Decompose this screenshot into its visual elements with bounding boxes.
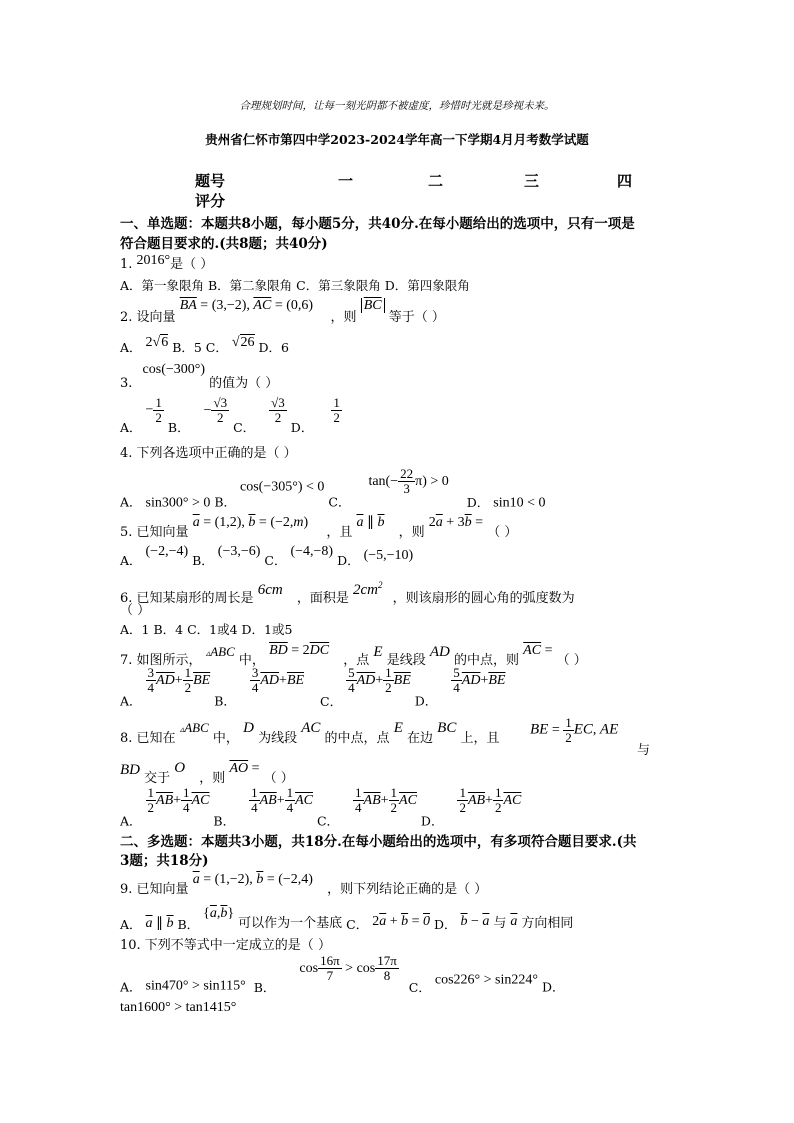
score-col-2: 二 (428, 172, 444, 190)
question-8-line2: BD 交于 O ，则 $\overline{AO}$ = （ ） (120, 760, 294, 786)
score-col-1: 一 (338, 172, 354, 190)
question-10: 10. 下列不等式中一定成立的是（ ） (120, 938, 331, 953)
score-table-score-label: 评分 (195, 192, 226, 210)
section2-heading-line2: 3题；共18分) (120, 853, 209, 869)
question-4: 4. 下列各选项中正确的是（ ） (120, 446, 297, 461)
section2-heading-line1: 二、多选题：本题共3小题，共18分.在每小题给出的选项中，有多项符合题目要求.(共 (120, 834, 637, 850)
question-3-options: A． − $\frac{1}{2}$ B． − $\frac{√3}{2}$ C． $\frac{√3}{2}$ D． $\frac{1}{2}$ (120, 395, 340, 435)
question-7: 7. 如图所示， ▵ABC 中， $\overline{BD} = 2\overline{DC}$ ，点 E 是线段 AD 的中点，则 $\overline{AC}$ = （ ） (120, 643, 587, 668)
question-7-options: A． $\frac{3}{4}$ $\overline{AD}+$ $\frac{1}{2}$ $\overline{BE}$ B． $\frac{3}{4}$ $\overline{AD}+\overline{BE}$ C． $\frac{5}{4}$ $\overline{AD}+$ $\frac{1}{2}$ $\overline{BE}$ D． $\frac{5}{4}$ $\overline{AD}+\overline{BE}$ (120, 665, 506, 709)
question-1: 1. 2016°是（ ） (120, 253, 214, 272)
section1-heading-line2: 符合题目要求的.(共8题；共40分) (120, 236, 328, 252)
score-col-3: 三 (524, 172, 540, 190)
question-8-with: 与 (637, 743, 651, 758)
score-table-question-label: 题号 (195, 172, 226, 190)
question-6: 6. 已知某扇形的周长是 6cm ，面积是 $2cm^2$ ，则该扇形的圆心角的弧度数为 (120, 580, 575, 606)
question-2-options: A． 2√6 B．5 C． √26 D．6 (120, 335, 290, 355)
motto: 合理规划时间，让每一刻光阴都不被虚度，珍惜时光就是珍视未来。 (239, 100, 555, 112)
question-2: 2. 设向量 $\overline{BA} = (3,-2)$, $\overline{AC} = (0,6)$ ，则 $\overline{BC}$ 等于（ ） (120, 298, 445, 325)
question-8: 8. 已知在 ▵ABC 中， D 为线段 AC 的中点，点 E 在边 BC 上，且 (120, 720, 500, 746)
question-8-condition: BE = $\frac{1}{2}$ EC, AE (530, 715, 619, 745)
question-5-options: A． (−2,−4) B． (−3,−6) C． (−4,−8) D． (−5,−10) (120, 544, 414, 568)
section1-heading-line1: 一、单选题：本题共8小题，每小题5分，共40分.在每小题给出的选项中，只有一项是 (120, 216, 635, 232)
question-8-options: A． $\frac{1}{2}$ $\overline{AB}+$ $\frac{1}{4}$ $\overline{AC}$ B． $\frac{1}{4}$ $\overline{AB}+$ $\frac{1}{4}$ $\overline{AC}$ C． $\frac{1}{4}$ $\overline{AB}+$ $\frac{1}{2}$ $\overline{AC}$ D． $\frac{1}{2}$ $\overline{AB}+$ $\frac{1}{2}$ $\overline{AC}$ (120, 785, 522, 829)
question-4-options: A． sin300° > 0 B． cos(−305°) < 0 C． tan(− $\frac{22}{3}$ π) > 0 D． sin10 < 0 (120, 466, 546, 511)
question-5: 5. 已知向量 $\overline{a} = (1,2)$, $\overline{b} = (-2,m)$ ，且 $\overline{a}$ ∥ $\overline{b}$ ，则 $2\overline{a} + 3\overline{b}$ = （ ） (120, 515, 518, 540)
question-9-options: A． $\overline{a}$ ∥ $\overline{b}$ B． $\{\overline{a},\overline{b}\}$ 可以作为一个基底 C． $2\overline{a} + \overline{b} = 0$ D． $\overline{b} - \overline{a}$ 与 $\overline{a}$ 方向相同 (120, 906, 574, 932)
page-title: 贵州省仁怀市第四中学2023-2024学年高一下学期4月月考数学试题 (205, 132, 589, 147)
question-10-option-d: tan1600° > tan1415° (120, 1000, 237, 1015)
question-10-options: A． sin470° > sin115° B． cos $\frac{16\pi}{7}$ > cos $\frac{17\pi}{8}$ C． cos226° > sin224° D． (120, 953, 565, 995)
question-6-blank: （ ） (120, 603, 151, 618)
question-9: 9. 已知向量 $\overline{a} = (1,-2)$, $\overline{b} = (-2,4)$ ，则下列结论正确的是（ ） (120, 872, 488, 897)
question-3: 3. cos(−300°) 的值为（ ） (120, 362, 279, 391)
score-col-4: 四 (617, 172, 633, 190)
question-6-options: A．1 B．4 C．1或4 D．1或5 (120, 622, 293, 637)
question-1-options: A．第一象限角 B．第二象限角 C．第三象限角 D．第四象限角 (120, 278, 470, 293)
